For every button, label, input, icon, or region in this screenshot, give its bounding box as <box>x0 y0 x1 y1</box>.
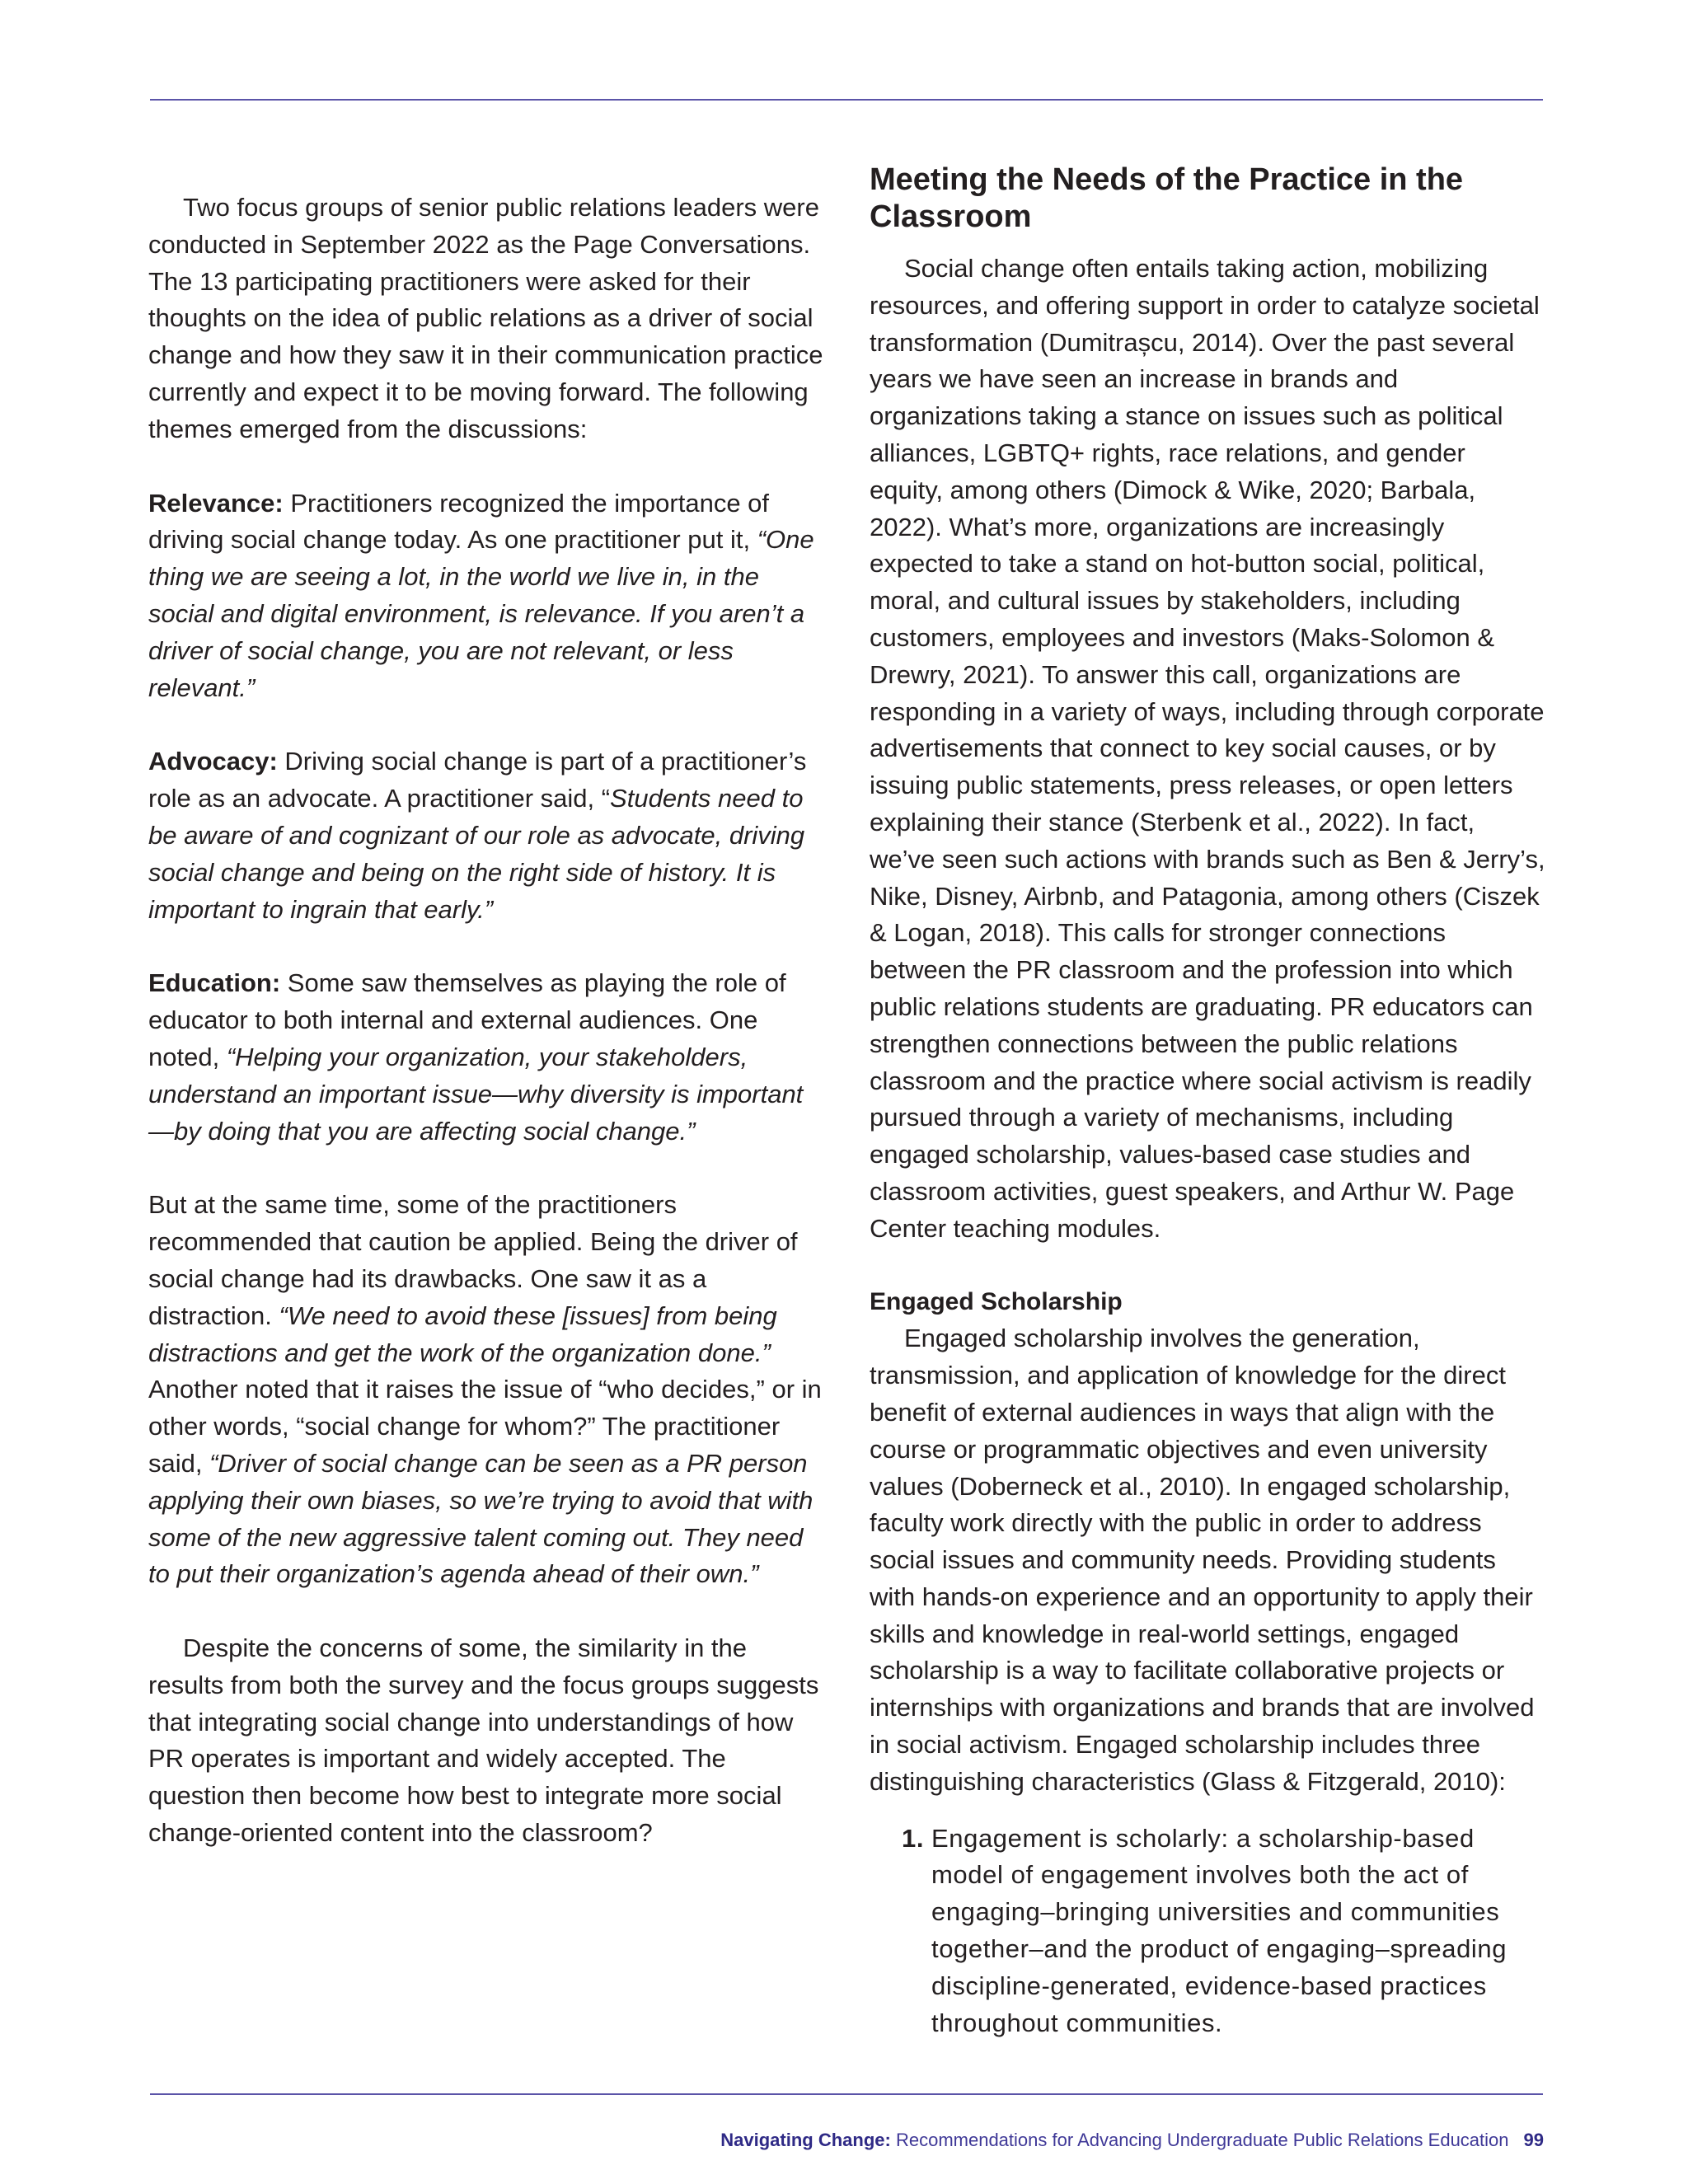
footer-title-rest: Recommendations for Advancing Undergraduate Public Relations Education <box>890 2130 1509 2150</box>
caution-text-1: But at the same time, some of the practitioners recommended that caution be applied. Being the driver of social change had its drawbacks. One saw it as a distraction. <box>148 1190 798 1330</box>
subsection-heading: Engaged Scholarship <box>870 1287 1123 1315</box>
education-text: Some saw themselves as playing the role of educator to both internal and external audiences. One noted, <box>148 968 786 1071</box>
bottom-divider <box>150 2093 1543 2095</box>
education-quote: “Helping your organization, your stakeholders, understand an important issue—why diversity is important—by doing that you are affecting social change.” <box>148 1042 804 1146</box>
relevance-paragraph <box>148 485 824 707</box>
footer-title-bold: Navigating Change: <box>720 2130 891 2150</box>
advocacy-paragraph <box>148 743 824 928</box>
education-label: Education: <box>148 968 281 998</box>
top-divider <box>150 99 1543 101</box>
conclusion-paragraph: Despite the concerns of some, the similarity in the results from both the survey and the focus groups suggests that integrating social change into understandings of how PR operates is important and widely accepted. The question then become how best to integrate more social change-oriented content into the classroom? <box>148 1633 819 1848</box>
left-column <box>148 190 824 1852</box>
caution-text-2: Another noted that it raises the issue of “who decides,” or in other words, “social change for whom?” The practitioner said, <box>148 1375 822 1478</box>
caution-quote-1: “We need to avoid these [issues] from being distractions and get the work of the organization done.” <box>148 1301 777 1367</box>
relevance-text: Practitioners recognized the importance of driving social change today. As one practitioner put it, <box>148 488 770 555</box>
advocacy-text: Driving social change is part of a practitioner’s role as an advocate. A practitioner said, “ <box>148 747 807 813</box>
page-footer <box>720 2130 1544 2151</box>
characteristics-list <box>870 1821 1545 2042</box>
section-paragraph-2: Engaged scholarship involves the generation, transmission, and application of knowledge for the direct benefit of external audiences in ways that align with the course or programmatic objectives and even university values (Doberneck et al., 2010). In engaged scholarship, faculty work directly with the public in order to address social issues and community needs. Providing students with hands-on experience and an opportunity to apply their skills and knowledge in real-world settings, engaged scholarship is a way to facilitate collaborative projects or internships with organizations and brands that are involved in social activism. Engaged scholarship includes three distinguishing characteristics (Glass & Fitzgerald, 2010): <box>870 1324 1535 1796</box>
list-item-text: Engagement is scholarly: a scholarship-based model of engagement involves both the act of engaging–bringing universities and communities together–and the product of engaging–spreading discipline-generated, evidence-based practices throughout communities. <box>931 1823 1507 2037</box>
caution-quote-2: “Driver of social change can be seen as a PR person applying their own biases, so we’re trying to avoid that with some of the new aggressive talent coming out. They need to put their organization’s agenda ahead of their own.” <box>148 1448 814 1589</box>
relevance-label: Relevance: <box>148 488 284 518</box>
right-column <box>870 162 1545 2041</box>
section-heading: Meeting the Needs of the Practice in the Classroom <box>870 162 1464 234</box>
relevance-quote: “One thing we are seeing a lot, in the world we live in, in the social and digital environment, is relevance. If you aren’t a driver of social change, you are not relevant, or less relevant.” <box>148 525 814 702</box>
intro-paragraph: Two focus groups of senior public relations leaders were conducted in September 2022 as the Page Conversations. The 13 participating practitioners were asked for their thoughts on the idea of public relations as a driver of social change and how they saw it in their communication practice currently and expect it to be moving forward. The following themes emerged from the discussions: <box>148 193 823 443</box>
page-number: 99 <box>1523 2130 1544 2150</box>
education-paragraph <box>148 965 824 1150</box>
section-paragraph-1: Social change often entails taking action, mobilizing resources, and offering support in order to catalyze societal transformation (Dumitrașcu, 2014). Over the past several years we have seen an increase in brands and organizations taking a stance on issues such as political alliances, LGBTQ+ rights, race relations, and gender equity, among others (Dimock & Wike, 2020; Barbala, 2022). What’s more, organizations are increasingly expected to take a stand on hot-button social, political, moral, and cultural issues by stakeholders, including customers, employees and investors (Maks-Solomon & Drewry, 2021). To answer this call, organizations are responding in a variety of ways, including through corporate advertisements that connect to key social causes, or by issuing public statements, press releases, or open letters explaining their stance (Sterbenk et al., 2022). In fact, we’ve seen such actions with brands such as Ben & Jerry’s, Nike, Disney, Airbnb, and Patagonia, among others (Ciszek & Logan, 2018). This calls for stronger connections between the PR classroom and the profession into which public relations students are graduating. PR educators can strengthen connections between the public relations classroom and the practice where social activism is readily pursued through a variety of mechanisms, including engaged scholarship, values-based case studies and classroom activities, guest speakers, and Arthur W. Page Center teaching modules. <box>870 254 1545 1243</box>
list-item <box>902 1821 1545 2042</box>
caution-paragraph <box>148 1187 824 1593</box>
list-item-number: 1. <box>902 1823 925 1853</box>
advocacy-quote: Students need to be aware of and cognizant of our role as advocate, driving social change and being on the right side of history. It is important to ingrain that early.” <box>148 784 805 924</box>
advocacy-label: Advocacy: <box>148 747 278 776</box>
